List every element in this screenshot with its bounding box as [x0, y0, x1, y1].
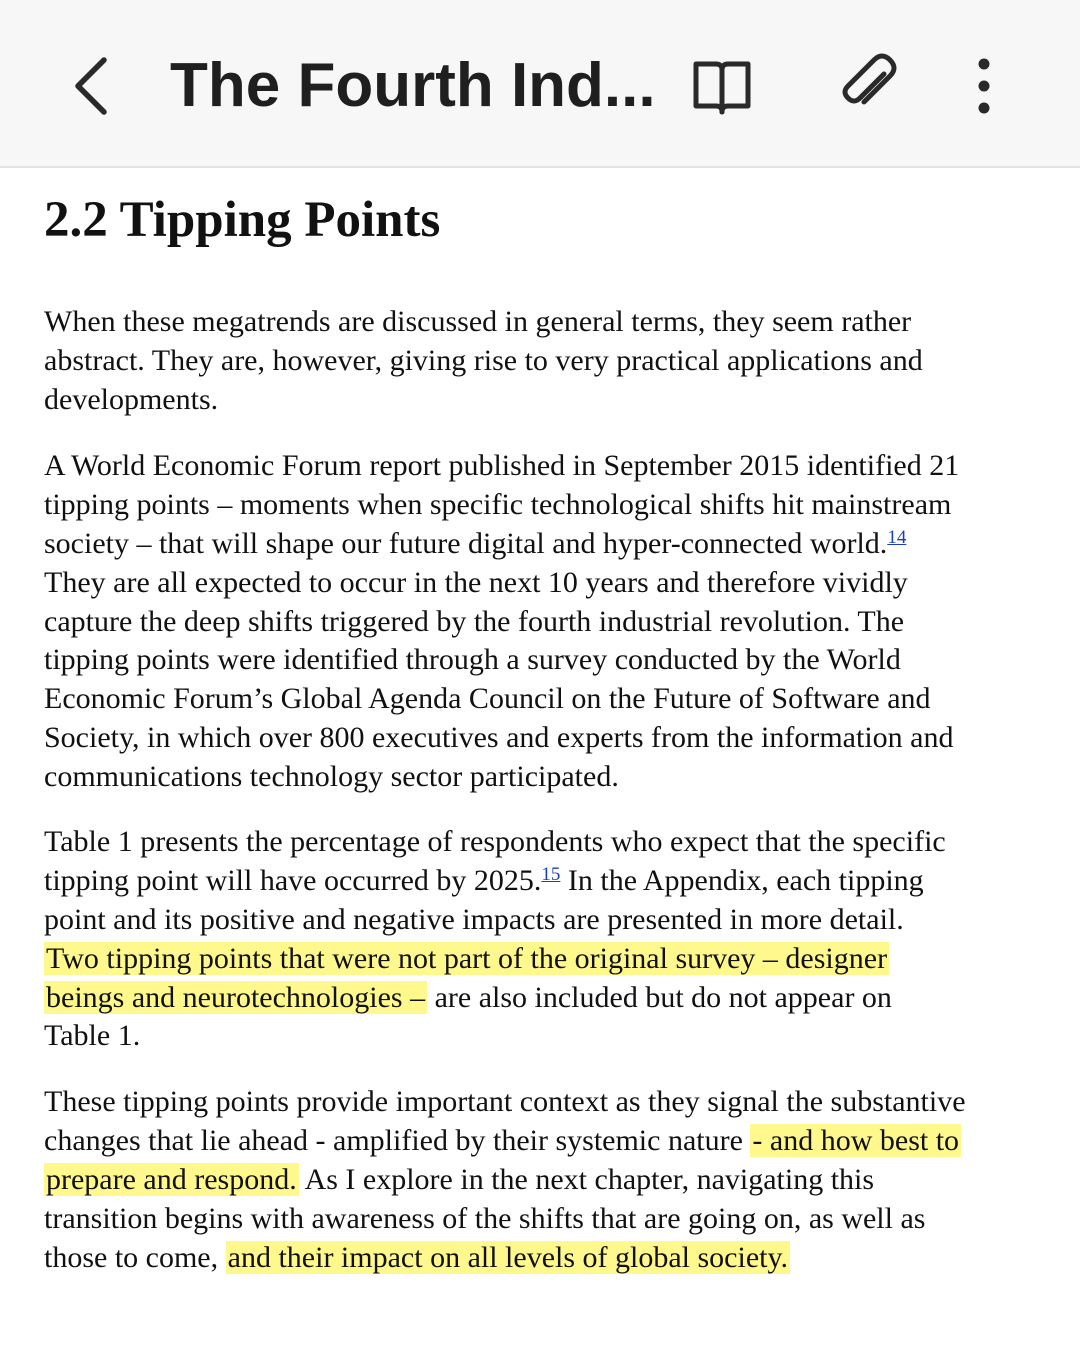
highlighted-text[interactable]: and their impact on all levels of global society. [227, 1240, 789, 1274]
text-line: point and its positive and negative impacts are presented in more detail. [44, 902, 904, 936]
text-line: When these megatrends are discussed in general terms, they seem rather [44, 305, 912, 338]
highlighted-text[interactable]: Two tipping points that were not part of the original survey – designer [46, 941, 888, 975]
text-line: Table 1 presents the percentage of respondents who expect that the specific [44, 825, 946, 858]
table-of-contents-button[interactable] [688, 52, 756, 120]
more-vertical-icon [962, 52, 1006, 120]
text-segment: those to come, [44, 1240, 226, 1274]
text-segment: changes that lie ahead - amplified by their systemic nature [44, 1123, 751, 1157]
text-line [44, 525, 959, 564]
text-segment: tipping point will have occurred by 2025. [44, 863, 542, 897]
paragraph-4 [44, 1083, 966, 1277]
text-line: tipping points were identified through a survey conducted by the World [44, 643, 901, 677]
back-button[interactable] [58, 48, 130, 124]
text-line: tipping points – moments when specific technological shifts hit mainstream [44, 487, 952, 521]
text-line: developments. [44, 382, 219, 416]
footnote-link-15[interactable]: 15 [541, 863, 561, 885]
text-line: capture the deep shifts triggered by the fourth industrial revolution. The [44, 604, 905, 638]
open-book-icon [688, 52, 756, 120]
reader-content[interactable] [0, 168, 1080, 1362]
text-segment: In the Appendix, each tipping [560, 863, 924, 897]
text-line: Table 1. [44, 1019, 141, 1053]
text-segment: are also included but do not appear on [427, 980, 892, 1014]
app-bar [0, 0, 1080, 168]
chevron-left-icon [58, 48, 130, 124]
section-heading: 2.2 Tipping Points [44, 192, 441, 248]
text-line: abstract. They are, however, giving rise to very practical applications and [44, 343, 923, 377]
text-line [44, 862, 946, 901]
text-line: Economic Forum’s Global Agenda Council on the Future of Software and [44, 682, 931, 716]
text-line: transition begins with awareness of the shifts that are going on, as well as [44, 1201, 926, 1235]
highlighted-text[interactable]: beings and neurotechnologies – [46, 980, 426, 1014]
text-line [44, 979, 946, 1018]
text-line [44, 1122, 966, 1161]
text-line [44, 1161, 966, 1200]
text-segment: society – that will shape our future digital and hyper-connected world. [44, 526, 888, 560]
text-line [44, 940, 946, 979]
book-title: The Fourth Ind... [170, 51, 656, 120]
highlighted-text[interactable]: prepare and respond. [46, 1162, 297, 1196]
text-line [44, 1239, 966, 1278]
text-line: communications technology sector participated. [44, 760, 619, 794]
footnote-link-14[interactable]: 14 [887, 526, 907, 548]
paperclip-icon [832, 50, 904, 122]
paragraph-3 [44, 823, 946, 1056]
text-line: Society, in which over 800 executives and experts from the information and [44, 721, 954, 755]
paragraph-2 [44, 447, 959, 797]
highlighted-text[interactable]: - and how best to [752, 1123, 960, 1157]
paragraph-1 [44, 303, 923, 420]
attachments-button[interactable] [832, 50, 904, 122]
text-line: These tipping points provide important context as they signal the substantive [44, 1085, 966, 1118]
text-line: They are all expected to occur in the next 10 years and therefore vividly [44, 565, 908, 599]
text-segment: As I explore in the next chapter, navigating this [298, 1162, 875, 1196]
more-options-button[interactable] [962, 52, 1006, 120]
text-line: A World Economic Forum report published in September 2015 identified 21 [44, 449, 960, 482]
